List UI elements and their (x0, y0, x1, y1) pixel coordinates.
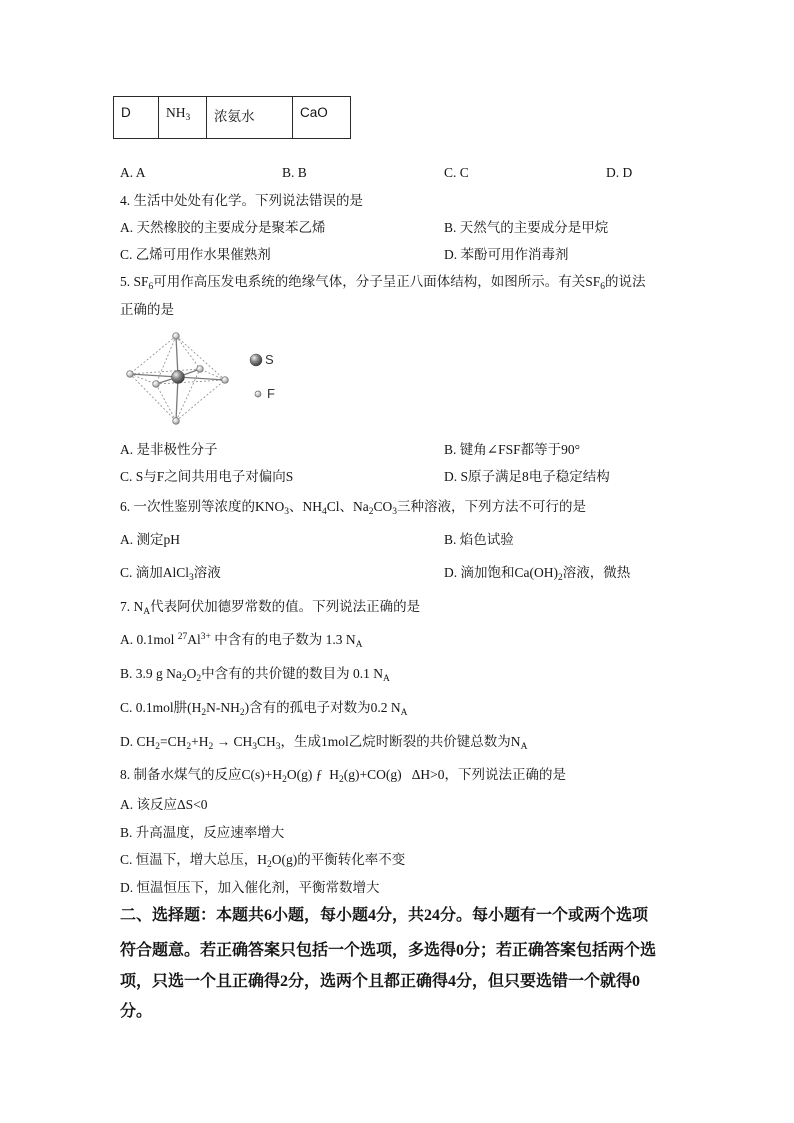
subscript: 2 (196, 674, 202, 684)
stem-text: 7. N (120, 599, 144, 614)
table-cell-reagent-1 (206, 97, 292, 138)
q8-option-c (120, 851, 405, 869)
option-text: A. 测定pH (120, 532, 180, 547)
option-text: +H (191, 734, 209, 749)
option-text: C. C (444, 165, 469, 180)
subscript: A (383, 674, 390, 684)
subscript: 2 (282, 775, 287, 785)
subscript: 3 (275, 742, 281, 752)
stem-text: 8. 制备水煤气的反应C(s)+H (120, 767, 283, 782)
section-2-heading-line-2 (120, 940, 656, 962)
stem-text: 6. 一次性鉴别等浓度的KNO (120, 499, 285, 514)
option-text: Al (187, 632, 201, 647)
option-text: D. 苯酚可用作消毒剂 (444, 247, 569, 262)
subscript: 3 (252, 742, 258, 752)
subscript: A (355, 640, 363, 650)
q5-option-a (120, 441, 218, 459)
fluorine-atom (173, 333, 180, 340)
subscript: 2 (558, 573, 563, 583)
option-text: A. A (120, 165, 146, 180)
q5-option-b (444, 441, 580, 459)
q6-stem (120, 498, 586, 516)
q3-option-c (444, 164, 469, 182)
option-text: B. B (282, 165, 307, 180)
stem-text: CO (373, 499, 393, 514)
option-text: B. 焰色试验 (444, 532, 514, 547)
option-text: B. 键角∠FSF都等于90° (444, 442, 580, 457)
subscript: 2 (208, 742, 214, 752)
q7-option-a (120, 631, 363, 649)
section-heading-text: 项，只选一个且正确得2分，选两个且都正确得4分，但只要选错一个就得0 (120, 973, 641, 990)
option-text: C. 乙烯可用作水果催熟剂 (120, 247, 271, 262)
stem-text: Cl、Na (326, 499, 369, 514)
q4-option-d (444, 246, 569, 264)
stem-text: 4. 生活中处处有化学。下列说法错误的是 (120, 193, 363, 208)
subscript: 6 (148, 282, 154, 292)
section-heading-text: 符合题意。若正确答案只包括一个选项，多选得0分；若正确答案包括两个选 (120, 942, 657, 959)
stem-text: 的说法 (605, 274, 646, 289)
option-text: =CH (160, 734, 187, 749)
stem-text: O(g) ƒ H (286, 767, 339, 782)
option-text: O (186, 666, 197, 681)
q6-option-a (120, 531, 180, 549)
sf6-octahedron-figure (120, 326, 300, 434)
q3-option-a (120, 164, 146, 182)
stem-text: 三种溶液，下列方法不可行的是 (397, 499, 587, 514)
octahedron-edge (176, 336, 200, 369)
section-heading-text: 分。 (120, 1003, 153, 1020)
option-text: )含有的孤电子对数为0.2 N (244, 700, 401, 715)
option-text: → CH (213, 734, 253, 749)
q4-option-a (120, 219, 326, 237)
section-heading-text: 二、选择题：本题共6小题，每小题4分，共24分。每小题有一个或两个选项 (120, 907, 649, 924)
option-text: C. 恒温下，增大总压，H (120, 852, 268, 867)
legend-fluorine-icon (255, 391, 261, 397)
q5-stem-line-1 (120, 273, 646, 291)
subscript: 2 (186, 742, 192, 752)
section-2-heading-line-3 (120, 971, 640, 993)
stem-text: 、NH (289, 499, 322, 514)
subscript: 2 (201, 708, 207, 718)
subscript: 2 (155, 742, 161, 752)
option-text: D. CH (120, 734, 156, 749)
subscript: 6 (600, 282, 606, 292)
option-text: D. 恒温恒压下，加入催化剂，平衡常数增大 (120, 880, 380, 895)
superscript: 3+ (200, 632, 211, 642)
q6-option-c (120, 564, 221, 582)
fluorine-atom (197, 366, 204, 373)
bond-line (130, 374, 178, 377)
option-text: C. S与F之间共用电子对偏向S (120, 469, 294, 484)
stem-text: 代表阿伏加德罗常数的值。下列说法正确的是 (150, 599, 421, 614)
legend-label-sulfur: S (265, 352, 274, 367)
stem-text: 可用作高压发电系统的绝缘气体，分子呈正八面体结构，如图所示。有关SF (153, 274, 601, 289)
q6-option-d (444, 564, 630, 582)
q7-option-c (120, 699, 408, 717)
option-text: N-NH (206, 700, 240, 715)
stem-text: 5. SF (120, 274, 149, 289)
option-text: B. 天然气的主要成分是甲烷 (444, 220, 609, 235)
subscript: 2 (181, 674, 187, 684)
legend-label-fluorine: F (267, 386, 275, 401)
table-cell-option (114, 97, 158, 138)
option-text: D. D (606, 165, 633, 180)
subscript: 3 (284, 507, 289, 517)
subscript: 3 (392, 507, 398, 517)
q5-stem-line-2 (120, 301, 174, 319)
subscript: 2 (267, 860, 272, 870)
q8-option-d (120, 879, 380, 897)
section-2-heading-line-1 (120, 905, 648, 927)
option-text: C. 0.1mol肼(H (120, 700, 202, 715)
reagent-text: 浓氨水 (214, 109, 255, 124)
q4-option-b (444, 219, 608, 237)
q4-stem (120, 192, 363, 210)
q5-option-c (120, 468, 293, 486)
octahedron-edge (176, 380, 225, 421)
q8-option-a (120, 796, 208, 814)
q7-stem (120, 598, 420, 616)
q6-option-b (444, 531, 514, 549)
fluorine-atom (173, 418, 180, 425)
superscript: 27 (177, 632, 188, 642)
fluorine-atom (127, 371, 134, 378)
option-text: D. S原子满足8电子稳定结构 (444, 469, 610, 484)
stem-text: (g)+CO(g) ΔH>0，下列说法正确的是 (343, 767, 567, 782)
option-text: 中含有的共价键的数目为 0.1 N (201, 666, 383, 681)
section-2-heading-line-4 (120, 1001, 152, 1023)
q4-option-c (120, 246, 271, 264)
q8-option-b (120, 824, 284, 842)
subscript: 2 (339, 775, 344, 785)
option-text: A. 是非极性分子 (120, 442, 218, 457)
option-text: C. 滴加AlCl (120, 565, 190, 580)
subscript: 2 (239, 708, 245, 718)
option-text: B. 3.9 g Na (120, 666, 182, 681)
sulfur-atom (172, 371, 185, 384)
option-text: 溶液，微热 (562, 565, 631, 580)
option-text: A. 该反应ΔS<0 (120, 797, 208, 812)
subscript: A (520, 742, 528, 752)
q7-option-b (120, 665, 390, 683)
stem-text: 正确的是 (120, 302, 174, 317)
option-text: A. 天然橡胶的主要成分是聚苯乙烯 (120, 220, 326, 235)
option-letter: D (121, 105, 131, 120)
q3-option-b (282, 164, 307, 182)
subscript: 3 (189, 573, 194, 583)
octahedron-edge (130, 374, 176, 421)
subscript: A (143, 607, 151, 617)
q8-stem (120, 766, 566, 784)
option-text: 中含有的电子数为 1.3 N (210, 632, 356, 647)
fluorine-atom (222, 377, 229, 384)
q7-option-d (120, 733, 527, 751)
reagent-text: CaO (300, 105, 328, 120)
subscript: 4 (322, 507, 327, 517)
option-text: A. 0.1mol (120, 632, 178, 647)
table-cell-reagent-2 (292, 97, 350, 138)
option-text: 溶液 (193, 565, 221, 580)
reagent-table-row (113, 96, 351, 139)
option-text: ，生成1mol乙烷时断裂的共价键总数为N (280, 734, 521, 749)
option-text: B. 升高温度，反应速率增大 (120, 825, 285, 840)
option-text: O(g)的平衡转化率不变 (271, 852, 406, 867)
subscript: A (400, 708, 408, 718)
octahedron-edge (130, 336, 176, 374)
subscript: 2 (368, 507, 374, 517)
fluorine-atom (153, 381, 160, 388)
gas-formula: NH (166, 105, 186, 120)
option-text: D. 滴加饱和Ca(OH) (444, 565, 558, 580)
q3-option-d (606, 164, 632, 182)
octahedron-edge (156, 384, 176, 421)
option-text: CH (257, 734, 276, 749)
bond-line (178, 377, 225, 380)
table-cell-gas (158, 97, 206, 138)
legend-sulfur-icon (250, 354, 262, 366)
subscript: 3 (185, 113, 191, 123)
q5-option-d (444, 468, 610, 486)
